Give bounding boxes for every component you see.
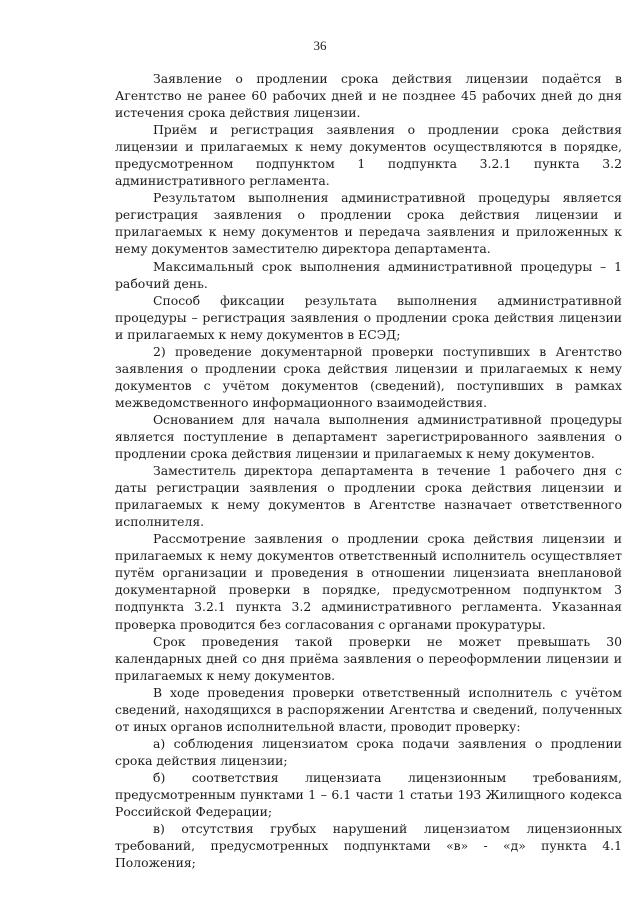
paragraph-reception-registration: Приём и регистрация заявления о продлении срока действия лицензии и прилагаемых к нему документов осуществляются в порядке, предусмотренном подпунктом 1 подпункта 3.2.1 пункта 3.2 административного регламента. <box>115 122 622 189</box>
paragraph-executor-assignment: Заместитель директора департамента в течение 1 рабочего дня с даты регистрации заявления о продлении срока действия лицензии и прилагаемых к нему документов в Агентстве назначает ответственного исполнителя. <box>115 463 622 530</box>
list-item-v: в) отсутствия грубых нарушений лицензиатом лицензионных требований, предусмотренных подпунктами «в» - «д» пункта 4.1 Положения; <box>115 821 622 871</box>
paragraph-max-duration: Максимальный срок выполнения административной процедуры – 1 рабочий день. <box>115 258 622 291</box>
document-body <box>115 70 622 871</box>
paragraph-procedure-result: Результатом выполнения административной процедуры является регистрация заявления о продлении срока действия лицензии и прилагаемых к нему документов и передача заявления и приложенных к нему документов заместителю директора департамента. <box>115 190 622 257</box>
paragraph-documentary-inspection: 2) проведение документарной проверки поступивших в Агентство заявления о продлении срока действия лицензии и прилагаемых к нему документов с учётом документов (сведений), поступивших в рамках межведомственного информационного взаимодействия. <box>115 343 622 410</box>
paragraph-application-review: Рассмотрение заявления о продлении срока действия лицензии и прилагаемых к нему документов ответственный исполнитель осуществляет путём организации и проведения в отношении лицензиата внеплановой документарной проверки в порядке, предусмотренном подпунктом 3 подпункта 3.2.1 пункта 3.2 административного регламента. Указанная проверка проводится без согласования с органами прокуратуры. <box>115 531 622 632</box>
paragraph-procedure-basis: Основанием для начала выполнения административной процедуры является поступление в департамент зарегистрированного заявления о продлении срока действия лицензии и прилагаемых к нему документов. <box>115 411 622 462</box>
page-number: 36 <box>313 38 327 53</box>
paragraph-renewal-application-deadline: Заявление о продлении срока действия лицензии подаётся в Агентство не ранее 60 рабочих дней и не позднее 45 рабочих дней до дня истечения срока действия лицензии. <box>115 71 622 121</box>
paragraph-result-recording-method: Способ фиксации результата выполнения административной процедуры – регистрация заявления о продлении срока действия лицензии и прилагаемых к нему документов в ЕСЭД; <box>115 292 622 342</box>
paragraph-inspection-scope: В ходе проведения проверки ответственный исполнитель с учётом сведений, находящихся в распоряжении Агентства и сведений, полученных от иных органов исполнительной власти, проводит проверку: <box>115 684 622 734</box>
list-item-b: б) соответствия лицензиата лицензионным требованиям, предусмотренным пунктами 1 – 6.1 части 1 статьи 193 Жилищного кодекса Российской Федерации; <box>115 769 622 820</box>
list-item-a: а) соблюдения лицензиатом срока подачи заявления о продлении срока действия лицензии; <box>115 735 622 768</box>
paragraph-inspection-period: Срок проведения такой проверки не может превышать 30 календарных дней со дня приёма заявления о переоформлении лицензии и прилагаемых к нему документов. <box>115 633 622 683</box>
